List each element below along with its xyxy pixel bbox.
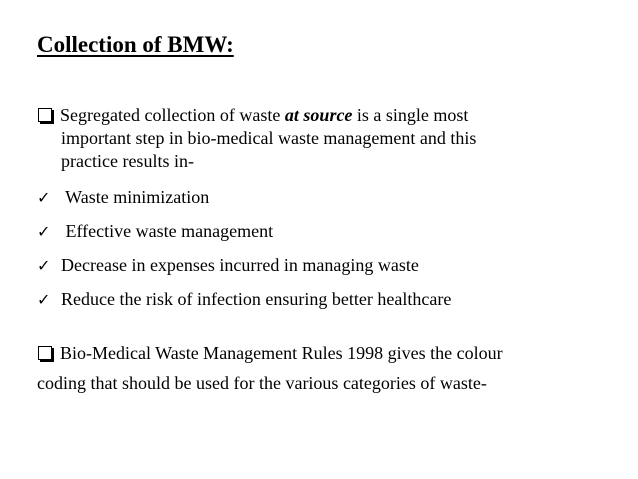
list-item-label: Waste minimization [61,187,210,207]
intro-line-3: practice results in- [61,151,194,171]
rules-line-1 [37,342,617,365]
check-mark-icon: ✓ [37,290,51,309]
intro-line-1 [37,105,468,125]
intro-text-end: is a single most [352,105,469,125]
intro-emphasis: at source [284,105,353,125]
rules-paragraph [37,342,617,395]
list-item-label: Reduce the risk of infection ensuring better healthcare [61,289,452,309]
list-item [37,186,451,220]
check-mark-icon: ✓ [37,256,51,275]
list-item [37,254,451,288]
intro-paragraph [37,104,597,173]
rules-text-1: Bio-Medical Waste Management Rules 1998 gives the colour [60,343,503,363]
list-item-label: Decrease in expenses incurred in managing waste [61,255,419,275]
intro-line-2: important step in bio-medical waste management and this [61,128,477,148]
results-list [37,186,451,322]
checkbox-square-icon [38,108,52,122]
slide-title: Collection of BMW: [37,32,234,57]
checkbox-square-icon [38,346,52,360]
check-mark-icon: ✓ [37,222,51,241]
list-item-label: Effective waste management [61,221,274,241]
list-item [37,220,451,254]
list-item [37,288,451,322]
intro-text-start: Segregated collection of waste [60,105,285,125]
check-mark-icon: ✓ [37,188,51,207]
rules-line-2: coding that should be used for the various categories of waste- [37,373,487,393]
